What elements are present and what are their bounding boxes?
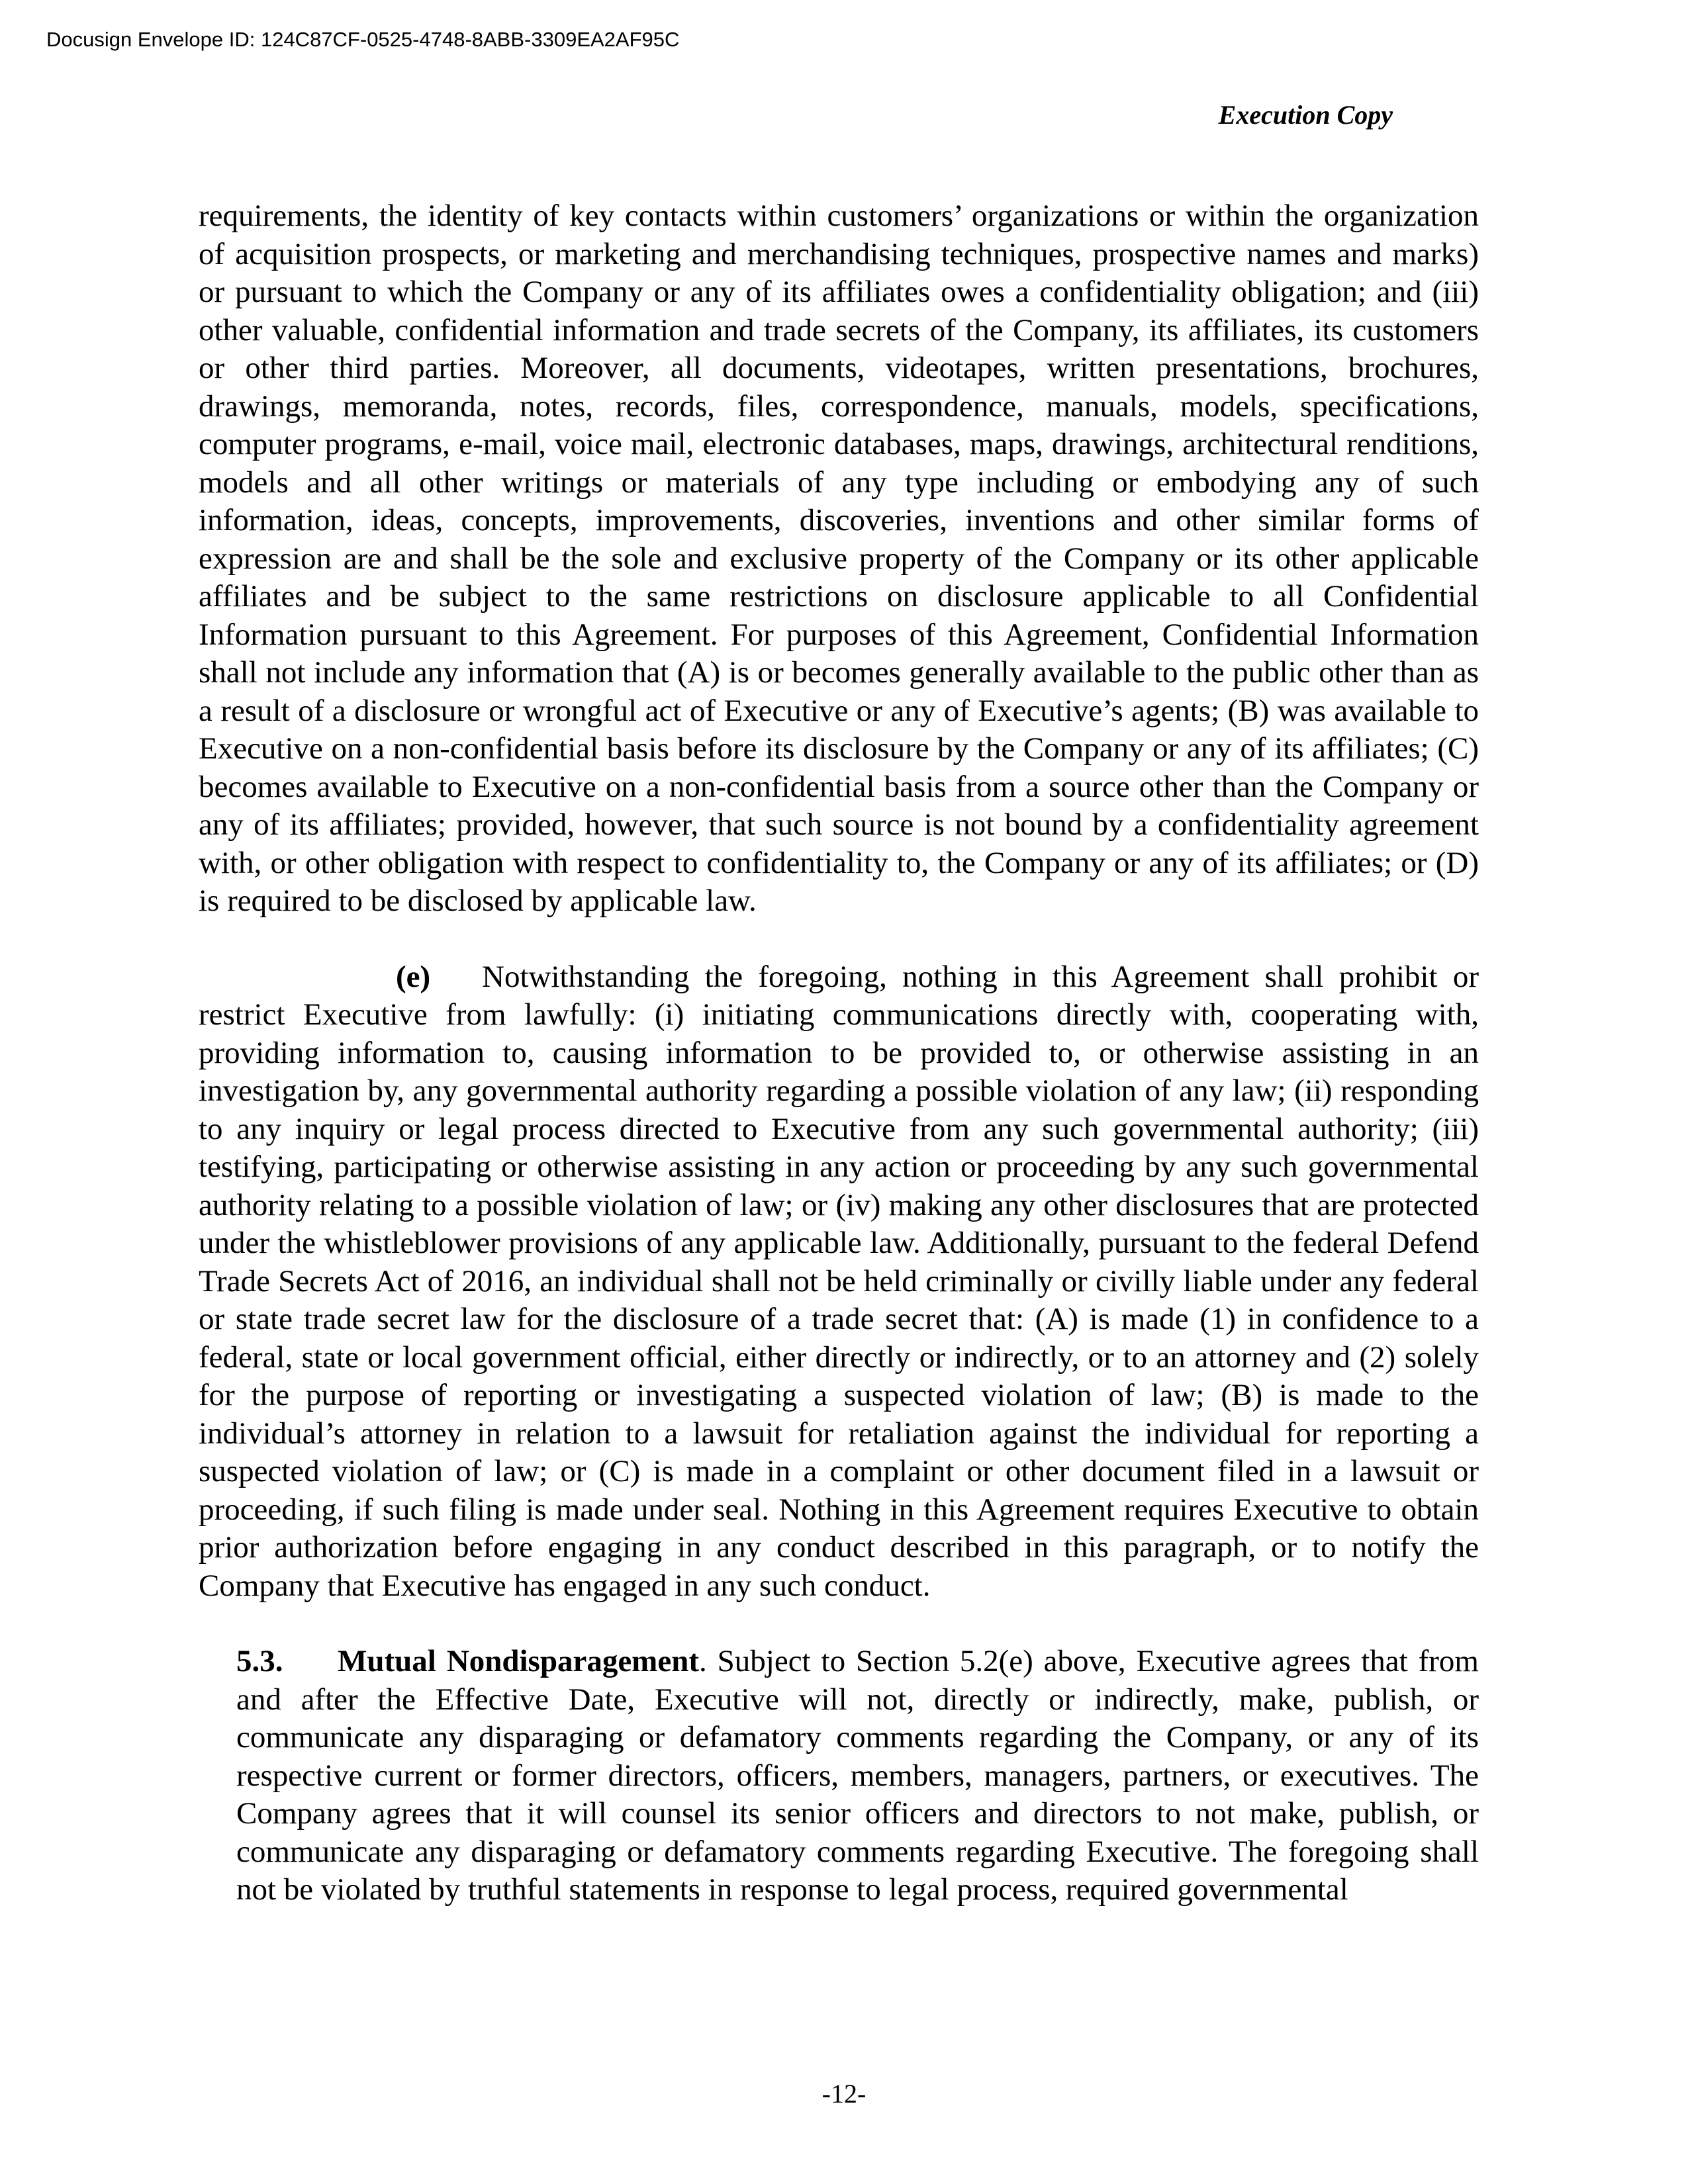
paragraph-e-label: (e) xyxy=(396,959,431,994)
docusign-envelope-id: Docusign Envelope ID: 124C87CF-0525-4748-8ABB-3309EA2AF95C xyxy=(46,28,680,51)
running-header: Execution Copy xyxy=(1218,100,1393,130)
paragraph-continued: requirements, the identity of key contacts within customers’ organizations or within the organization of acquisition prospects, or marketing and merchandising techniques, prospective names and marks) or pursuant to which the Company or any of its affiliates owes a confidentiality obligation; and (iii) other valuable, confidential information and trade secrets of the Company, its affiliates, its customers or other third parties. Moreover, all documents, videotapes, written presentations, brochures, drawings, memoranda, notes, records, files, correspondence, manuals, models, specifications, computer programs, e-mail, voice mail, electronic databases, maps, drawings, architectural renditions, models and all other writings or materials of any type including or embodying any of such information, ideas, concepts, improvements, discoveries, inventions and other similar forms of expression are and shall be the sole and exclusive property of the Company or its other applicable affiliates and be subject to the same restrictions on disclosure applicable to all Confidential Information pursuant to this Agreement. For purposes of this Agreement, Confidential Information shall not include any information that (A) is or becomes generally available to the public other than as a result of a disclosure or wrongful act of Executive or any of Executive’s agents; (B) was available to Executive on a non-confidential basis before its disclosure by the Company or any of its affiliates; (C) becomes available to Executive on a non-confidential basis from a source other than the Company or any of its affiliates; provided, however, that such source is not bound by a confidentiality agreement with, or other obligation with respect to confidentiality to, the Company or any of its affiliates; or (D) is required to be disclosed by applicable law. xyxy=(199,199,1479,918)
paragraph-e-text: Notwithstanding the foregoing, nothing in this Agreement shall prohibit or restrict Executive from lawfully: (i) initiating communications directly with, cooperating with, providing information to, causing information to be provided to, or otherwise assisting in an investigation by, any governmental authority regarding a possible violation of any law; (ii) responding to any inquiry or legal process directed to Executive from any such governmental authority; (iii) testifying, participating or otherwise assisting in any action or proceeding by any such governmental authority relating to a possible violation of law; or (iv) making any other disclosures that are protected under the whistleblower provisions of any applicable law. Additionally, pursuant to the federal Defend Trade Secrets Act of 2016, an individual shall not be held criminally or civilly liable under any federal or state trade secret law for the disclosure of a trade secret that: (A) is made (1) in confidence to a federal, state or local government official, either directly or indirectly, or to an attorney and (2) solely for the purpose of reporting or investigating a suspected violation of law; (B) is made to the individual’s attorney in relation to a lawsuit for retaliation against the individual for reporting a suspected violation of law; or (C) is made in a complaint or other document filed in a lawsuit or proceeding, if such filing is made under seal. Nothing in this Agreement requires Executive to obtain prior authorization before engaging in any conduct described in this paragraph, or to notify the Company that Executive has engaged in any such conduct. xyxy=(199,959,1479,1603)
section-5-3 xyxy=(199,1643,1479,1909)
paragraph-e xyxy=(199,958,1479,1606)
section-5-3-title: Mutual Nondisparagement xyxy=(338,1644,699,1678)
document-body xyxy=(199,197,1479,1909)
section-5-3-number: 5.3. xyxy=(236,1644,283,1678)
section-5-3-text: . Subject to Section 5.2(e) above, Executive agrees that from and after the Effective Date, Executive will not, directly or indirectly, make, publish, or communicate any disparaging or defamatory comments regarding the Company, or any of its respective current or former directors, officers, members, managers, partners, or executives. The Company agrees that it will counsel its senior officers and directors to not make, publish, or communicate any disparaging or defamatory comments regarding Executive. The foregoing shall not be violated by truthful statements in response to legal process, required governmental xyxy=(236,1644,1479,1907)
page-number: -12- xyxy=(821,2079,867,2109)
